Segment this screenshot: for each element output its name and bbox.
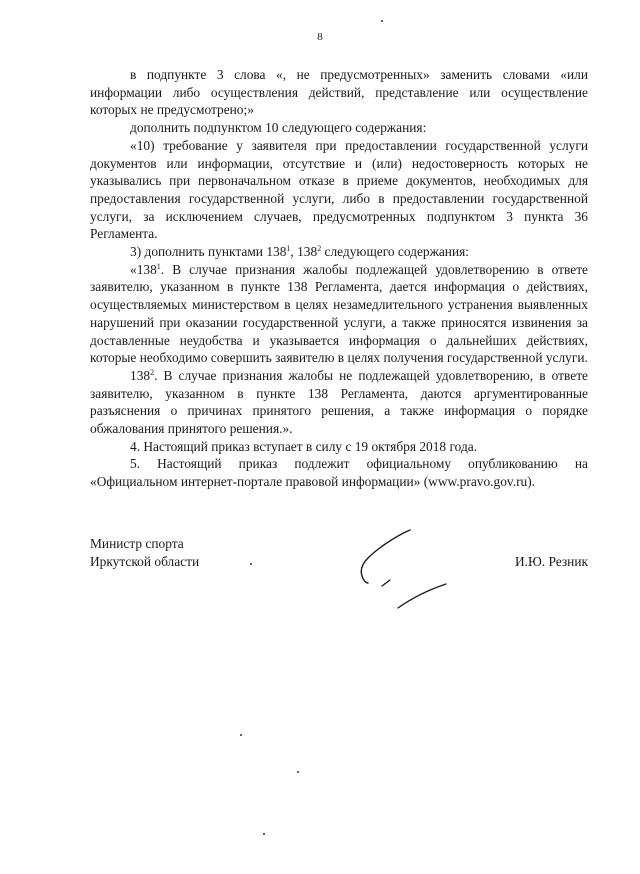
paragraph-point-138-2: $138^2$. В случае признания жалобы не подлежащей удовлетворению, в ответе заявителю, указанном в пункте 138 Регламента, даются аргументированные разъяснения о причинах принятого решения, а также информация о порядке обжалования принятого решения.». xyxy=(90,367,588,437)
paragraph-subitem-10-text: «10) требование у заявителя при предоставлении государственной услуги документов или информации, отсутствие и (или) недостоверность которых не указывались при первоначальном отказе в приеме документов, необходимых для предоставления государственной услуги, либо в предоставлении государственной услуги, за исключением случаев, предусмотренных подпунктом 3 пункта 36 Регламента. xyxy=(90,137,588,242)
paragraph-add-points: 3) дополнить пунктами $138^1$, $138^2$ следующего содержания: xyxy=(130,244,470,260)
document-body xyxy=(90,66,588,491)
paragraph-point-138-1: «$138^1$. В случае признания жалобы подлежащей удовлетворению в ответе заявителю, указанном в пункте 138 Регламента, дается информация о действиях, осуществляемых министерством в целях незамедлительного устранения выявленных нарушений при оказании государственной услуги, а также приносятся извинения за доставленные неудобства и указывается информация о дальнейших действиях, которые необходимо совершить заявителю в целях получения государственной услуги. xyxy=(90,261,588,366)
signatory-title-line-1: Министр спорта xyxy=(90,536,184,551)
signatory-title xyxy=(90,535,588,570)
scan-speck xyxy=(250,563,252,565)
scan-speck xyxy=(381,20,383,22)
scan-speck xyxy=(297,771,299,773)
scan-speck xyxy=(240,734,242,736)
handwritten-signature xyxy=(356,526,456,616)
paragraph-publication: 5. Настоящий приказ подлежит официальному опубликованию на «Официальном интернет-портале правовой информации» (www.pravo.gov.ru). xyxy=(90,456,588,490)
page-number: 8 xyxy=(317,31,323,43)
signatory-name: И.Ю. Резник xyxy=(515,554,588,569)
scan-speck xyxy=(263,833,265,835)
paragraph-subitem-3: в подпункте 3 слова «, не предусмотренных» заменить словами «или информации либо осуществления действий, представление или осуществление которых не предусмотрено;» xyxy=(90,67,588,118)
signatory-title-line-2: Иркутской области xyxy=(90,553,200,569)
paragraph-add-subitem-10: дополнить подпунктом 10 следующего содержания: xyxy=(130,120,427,136)
paragraph-effective-date: 4. Настоящий приказ вступает в силу с 19 октября 2018 года. xyxy=(130,438,478,454)
